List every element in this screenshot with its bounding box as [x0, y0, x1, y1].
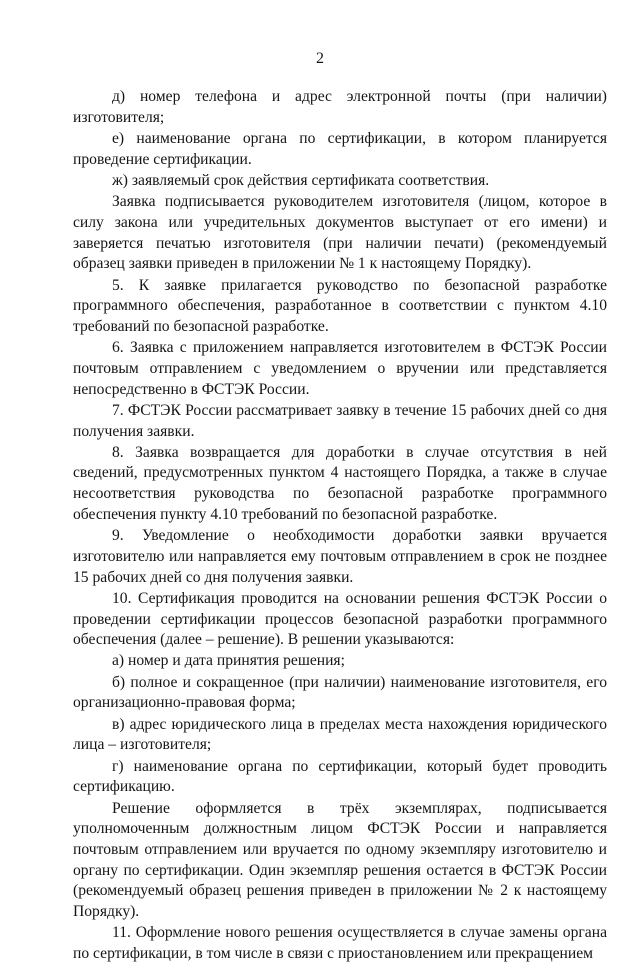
paragraph-clause-11: 11. Оформление нового решения осуществляется в случае замены органа по сертификации, в том числе в связи с приостановлением или прекращением: [73, 924, 607, 963]
paragraph-item-d-phone-email: д) номер телефона и адрес электронной почты (при наличии) изготовителя;: [73, 88, 607, 126]
paragraph-item-e-certification-body: е) наименование органа по сертификации, в котором планируется проведение сертификации.: [73, 129, 607, 168]
paragraph-item-v-legal-address: в) адрес юридического лица в пределах места нахождения юридического лица – изготовителя;: [73, 715, 607, 754]
paragraph-item-b-manufacturer-name: б) полное и сокращенное (при наличии) наименование изготовителя, его организационно-правовая форма;: [73, 673, 607, 712]
paragraph-clause-9: 9. Уведомление о необходимости доработки заявки вручается изготовителю или направляется ему почтовым отправлением в срок не позднее 15 рабочих дней со дня получения заявки.: [73, 527, 607, 586]
paragraph-clause-7: 7. ФСТЭК России рассматривает заявку в течение 15 рабочих дней со дня получения заявки.: [73, 401, 607, 440]
paragraph-application-signature: Заявка подписывается руководителем изготовителя (лицом, которое в силу закона или учредительных документов выступает от его имени) и заверяется печатью изготовителя (при наличии печати) (рекомендуемый образец заявки приведен в приложении № 1 к настоящему Порядку).: [73, 193, 607, 273]
paragraph-clause-6: 6. Заявка с приложением направляется изготовителем в ФСТЭК России почтовым отправлением с уведомлением о вручении или представляется непосредственно в ФСТЭК России.: [73, 339, 607, 398]
paragraph-clause-8: 8. Заявка возвращается для доработки в случае отсутствия в ней сведений, предусмотренных пунктом 4 настоящего Порядка, а также в случае несоответствия руководства по безопасной разработке программного обеспечения пункту 4.10 требований по безопасной разработке.: [73, 443, 607, 523]
paragraph-item-g-certification-body: г) наименование органа по сертификации, который будет проводить сертификацию.: [73, 757, 607, 796]
paragraph-item-a-decision-number: а) номер и дата принятия решения;: [112, 652, 345, 670]
paragraph-clause-10: 10. Сертификация проводится на основании решения ФСТЭК России о проведении сертификации процессов безопасной разработки программного обеспечения (далее – решение). В решении указываются:: [73, 589, 607, 649]
document-body: [73, 87, 607, 965]
paragraph-decision-execution: Решение оформляется в трёх экземплярах, подписывается уполномоченным должностным лицом ФСТЭК России и направляется почтовым отправлением или вручается по одному экземпляру изготовителю и органу по сертификации. Один экземпляр решения остается в ФСТЭК России (рекомендуемый образец решения приведен в приложении № 2 к настоящему Порядку).: [73, 799, 607, 921]
page-number: 2: [316, 50, 324, 67]
paragraph-clause-5: 5. К заявке прилагается руководство по безопасной разработке программного обеспечения, разработанное в соответствии с пунктом 4.10 требований по безопасной разработке.: [73, 276, 607, 335]
paragraph-item-zh-validity-period: ж) заявляемый срок действия сертификата соответствия.: [112, 171, 490, 189]
